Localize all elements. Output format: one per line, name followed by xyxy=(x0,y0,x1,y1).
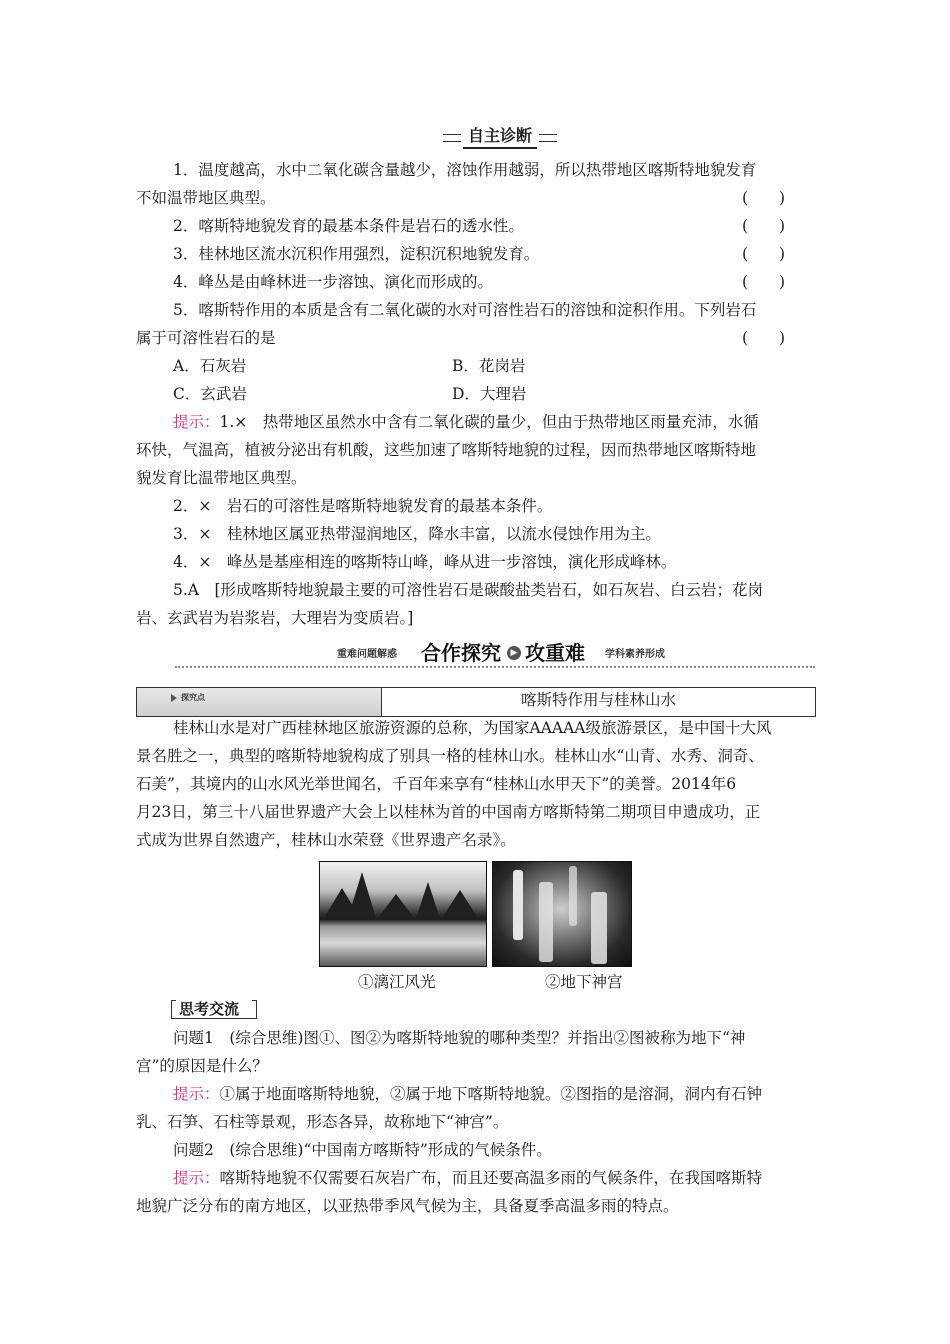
option-a: A．石灰岩 xyxy=(173,357,247,375)
hint-label: 提示： xyxy=(173,1169,220,1187)
question-5-line-1: 5．喀斯特作用的本质是含有二氧化碳的水对可溶性岩石的溶蚀和淀积作用。下列岩石 xyxy=(173,301,757,319)
discussion-h2-line-2: 地貌广泛分布的南方地区，以亚热带季风气候为主，具备夏季高温多雨的特点。 xyxy=(136,1197,679,1215)
option-c: C．玄武岩 xyxy=(173,385,247,403)
section-banner xyxy=(175,640,815,670)
option-d: D．大理岩 xyxy=(452,385,527,403)
answer-blank-4: ( ) xyxy=(742,273,786,291)
photo-lijiang-scenery xyxy=(319,861,487,967)
photo-underground-palace xyxy=(492,861,632,967)
discussion-q1-line-1: 问题1 (综合思维)图①、图②为喀斯特地貌的哪种类型？并指出②图被称为地下“神 xyxy=(173,1029,746,1047)
banner-divider xyxy=(175,666,815,668)
think-exchange-header xyxy=(173,1000,255,1019)
discussion-q2: 问题2 (综合思维)“中国南方喀斯特”形成的气候条件。 xyxy=(173,1141,552,1159)
topic-tag xyxy=(137,688,382,716)
answer-1-line-2: 环快，气温高，植被分泌出有机酸，这些加速了喀斯特地貌的过程，因而热带地区喀斯特地 xyxy=(136,441,757,459)
answer-1-line-3: 貌发育比温带地区典型。 xyxy=(136,469,307,487)
triangle-icon xyxy=(171,694,177,702)
discussion-h1-line-1 xyxy=(173,1084,762,1104)
answer-4: 4．× 峰丛是基座相连的喀斯特山峰，峰从进一步溶蚀，演化形成峰林。 xyxy=(173,553,677,571)
discussion-h2-line-1 xyxy=(173,1168,762,1188)
question-5-line-2: 属于可溶性岩石的是 xyxy=(136,329,276,347)
answer-blank-5: ( ) xyxy=(742,329,786,347)
bracket-right xyxy=(252,1000,257,1019)
question-1-line-2: 不如温带地区典型。 xyxy=(136,189,276,207)
option-b: B．花岗岩 xyxy=(452,357,526,375)
topic-tag-label: 探究点 xyxy=(181,693,205,702)
banner-arrow-icon: ▶ xyxy=(507,646,521,660)
paragraph-line-2: 景名胜之一，典型的喀斯特地貌构成了别具一格的桂林山水。桂林山水“山青、水秀、洞奇、 xyxy=(136,747,764,765)
discussion-h1-text: ①属于地面喀斯特地貌，②属于地下喀斯特地貌。②图指的是溶洞，洞内有石钟 xyxy=(219,1085,763,1103)
answer-5-line-2: 岩、玄武岩为岩浆岩，大理岩为变质岩。] xyxy=(136,609,414,627)
answer-3: 3．× 桂林地区属亚热带湿润地区，降水丰富，以流水侵蚀作用为主。 xyxy=(173,525,661,543)
caption-photo-1: ①漓江风光 xyxy=(358,973,436,991)
stalactite-shape xyxy=(591,892,607,964)
header-ornament-left xyxy=(443,134,461,142)
discussion-h1-line-2: 乳、石笋、石柱等景观，形态各异，故称地下“神宫”。 xyxy=(136,1113,509,1131)
hint-label: 提示： xyxy=(173,1085,220,1103)
section-title: 自主诊断 xyxy=(463,125,537,149)
caption-photo-2: ②地下神宫 xyxy=(545,973,623,991)
stalactite-shape xyxy=(513,870,523,940)
answer-1-line-1 xyxy=(173,412,759,432)
paragraph-line-5: 式成为世界自然遗产，桂林山水荣登《世界遗产名录》。 xyxy=(136,831,516,849)
hint-label: 提示： xyxy=(173,413,220,431)
think-exchange-title: 思考交流 xyxy=(179,1000,240,1018)
paragraph-line-3: 石美”，其境内的山水风光举世闻名，千百年来享有“桂林山水甲天下”的美誉。2014年6 xyxy=(136,775,737,793)
banner-title-part-1: 合作探究 xyxy=(421,641,501,665)
answer-1-text: 1.× 热带地区虽然水中含有二氧化碳的量少，但由于热带地区雨量充沛，水循 xyxy=(219,413,759,431)
section-header-self-diagnosis xyxy=(443,125,557,149)
banner-left-caption: 重难问题解惑 xyxy=(337,649,397,660)
answer-2: 2．× 岩石的可溶性是喀斯特地貌发育的最基本条件。 xyxy=(173,497,553,515)
question-1-line-1: 1．温度越高，水中二氧化碳含量越少，溶蚀作用越弱，所以热带地区喀斯特地貌发育 xyxy=(173,161,757,179)
answer-blank-2: ( ) xyxy=(742,217,786,235)
mountain-shape xyxy=(348,872,376,918)
question-4: 4．峰丛是由峰林进一步溶蚀、演化而形成的。 xyxy=(173,273,493,291)
banner-right-caption: 学科素养形成 xyxy=(605,649,665,660)
topic-name: 喀斯特作用与桂林山水 xyxy=(520,691,676,709)
mountain-shape xyxy=(442,890,478,918)
discussion-q1-line-2: 宫”的原因是什么？ xyxy=(136,1057,268,1075)
mountain-shape xyxy=(378,894,414,918)
paragraph-line-4: 月23日，第三十八届世界遗产大会上以桂林为首的中国南方喀斯特第二期项目申遗成功，正 xyxy=(136,803,761,821)
question-3: 3．桂林地区流水沉积作用强烈，淀积沉积地貌发育。 xyxy=(173,245,540,263)
paragraph-line-1: 桂林山水是对广西桂林地区旅游资源的总称，为国家AAAAA级旅游景区，是中国十大风 xyxy=(173,719,772,737)
answer-5-line-1: 5.A [形成喀斯特地貌最主要的可溶性岩石是碳酸盐类岩石，如石灰岩、白云岩；花岗 xyxy=(173,581,764,599)
question-2: 2．喀斯特地貌发育的最基本条件是岩石的透水性。 xyxy=(173,217,524,235)
stalactite-shape xyxy=(539,882,553,962)
answer-blank-3: ( ) xyxy=(742,245,786,263)
topic-box xyxy=(136,687,816,717)
answer-blank-1: ( ) xyxy=(742,189,786,207)
mountain-shape xyxy=(416,882,440,918)
bracket-left xyxy=(171,1000,176,1019)
discussion-h2-text: 喀斯特地貌不仅需要石灰岩广布，而且还要高温多雨的气候条件，在我国喀斯特 xyxy=(219,1169,763,1187)
banner-title-part-2: 攻重难 xyxy=(525,641,585,665)
stalactite-shape xyxy=(569,866,577,926)
header-ornament-right xyxy=(539,134,557,142)
